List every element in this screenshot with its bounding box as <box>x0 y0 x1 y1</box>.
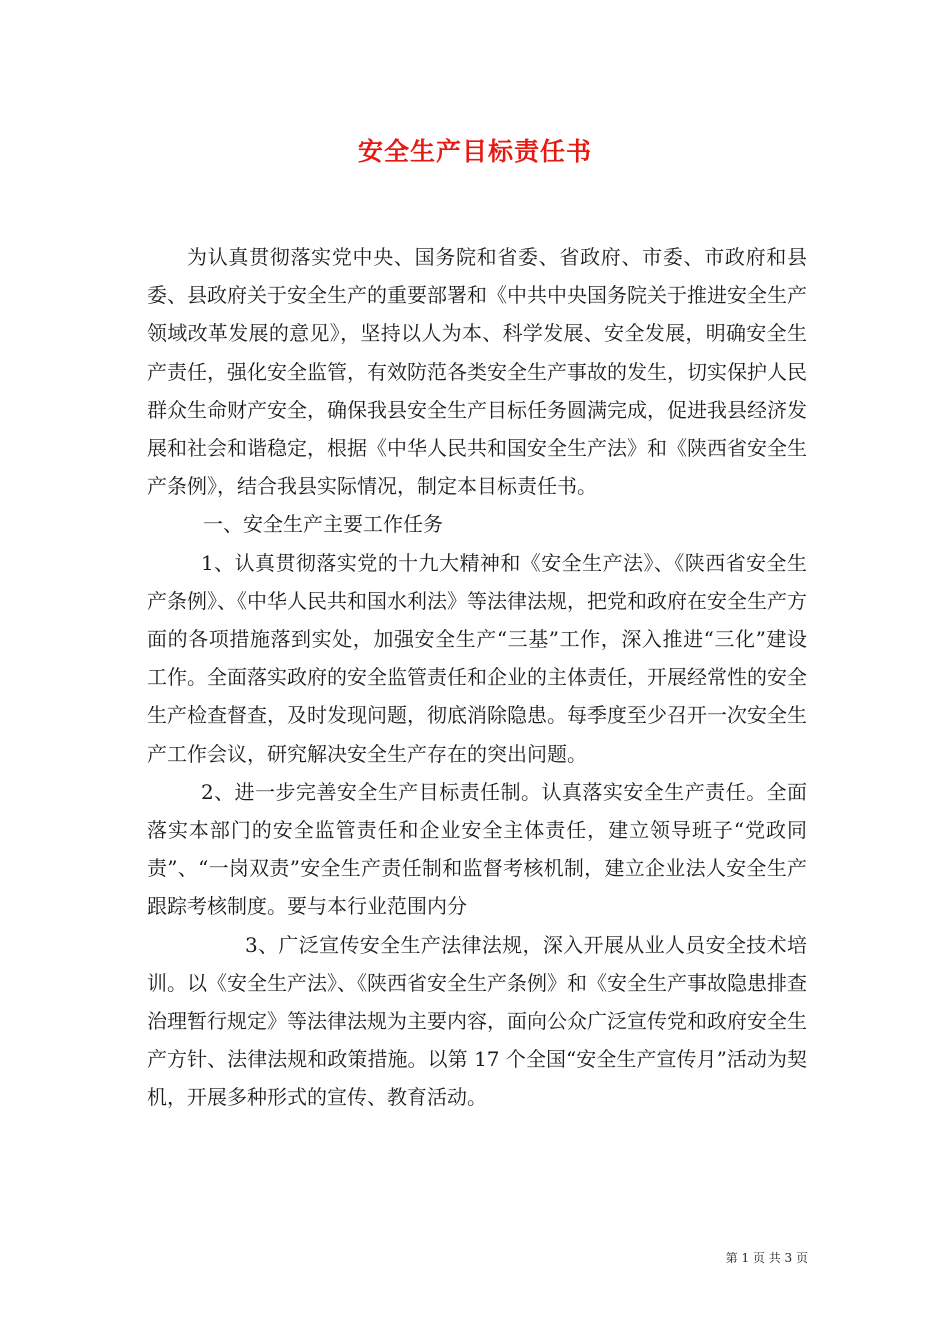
task-item-3: 3、广泛宣传安全生产法律法规，深入开展从业人员安全技术培训。以《安全生产法》、《陕西省安全生产条例》和《安全生产事故隐患排查治理暂行规定》等法律法规为主要内容，面向公众广泛宣传党和政府安全生产方针、法律法规和政策措施。以第 17 个全国“安全生产宣传月”活动为契机，开展多种形式的宣传、教育活动。 <box>147 932 807 1110</box>
intro-paragraph: 为认真贯彻落实党中央、国务院和省委、省政府、市委、市政府和县委、县政府关于安全生产的重要部署和《中共中央国务院关于推进安全生产领域改革发展的意见》，坚持以人为本、科学发展、安全发展，明确安全生产责任，强化安全监管，有效防范各类安全生产事故的发生，切实保护人民群众生命财产安全，确保我县安全生产目标任务圆满完成，促进我县经济发展和社会和谐稳定，根据《中华人民共和国安全生产法》和《陕西省安全生产条例》，结合我县实际情况，制定本目标责任书。 <box>147 245 807 499</box>
task-item-2: 2、进一步完善安全生产目标责任制。认真落实安全生产责任。全面落实本部门的安全监管责任和企业安全主体责任，建立领导班子“党政同责”、“一岗双责”安全生产责任制和监督考核机制，建立企业法人安全生产跟踪考核制度。要与本行业范围内分 <box>147 779 807 919</box>
document-title: 安全生产目标责任书 <box>357 137 592 166</box>
document-body <box>147 238 807 1117</box>
task-item-1: 1、认真贯彻落实党的十九大精神和《安全生产法》、《陕西省安全生产条例》、《中华人民共和国水利法》等法律法规，把党和政府在安全生产方面的各项措施落到实处，加强安全生产“三基”工作，深入推进“三化”建设工作。全面落实政府的安全监管责任和企业的主体责任，开展经常性的安全生产检查督查，及时发现问题，彻底消除隐患。每季度至少召开一次安全生产工作会议，研究解决安全生产存在的突出问题。 <box>147 550 807 766</box>
section-heading: 一、安全生产主要工作任务 <box>203 512 443 537</box>
page-number: 第 1 页 共 3 页 <box>725 1251 808 1265</box>
